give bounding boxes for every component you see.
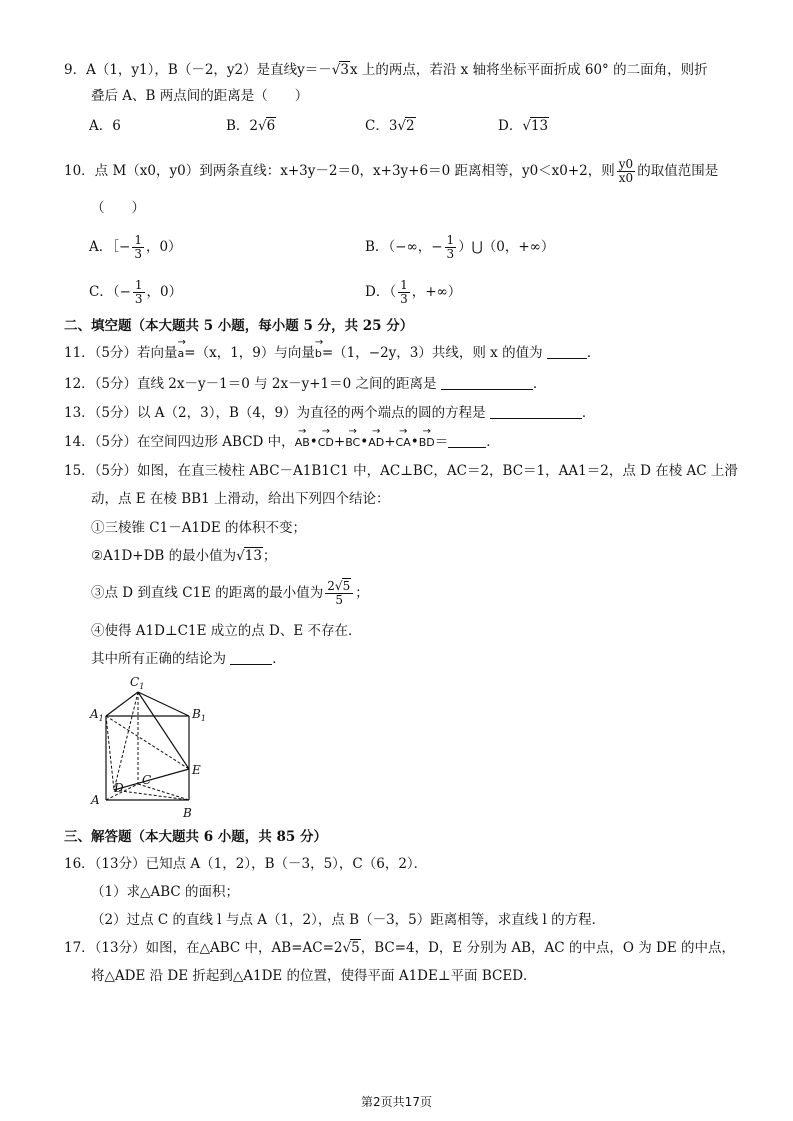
label-b: B: [183, 806, 192, 820]
vector-a: → a: [178, 344, 185, 364]
label-b1: $B_1$: [192, 707, 206, 723]
vector-b: → b: [315, 344, 322, 364]
q9-eq: y＝－: [297, 62, 332, 78]
q10-text: 10．点 M（x0，y0）到两条直线：x+3y－2＝0，x+3y+6＝0 距离相等，y0＜x0+2，则: [64, 163, 615, 179]
q16-part1: （1）求△ABC 的面积；: [91, 884, 240, 900]
q15-conclusion-4: ④使得 A1D⊥C1E 成立的点 D、E 不存在．: [91, 623, 362, 639]
q9-option-b: B．2√6: [226, 118, 276, 134]
q9-line1: [64, 60, 708, 80]
q9-text-end: x 上的两点，若沿 x 轴将坐标平面折成 60° 的二面角，则折: [349, 62, 708, 78]
q10-text-end: 的取值范围是: [637, 163, 719, 179]
label-d: D: [114, 781, 124, 795]
section-3-heading: 三、解答题（本大题共 6 小题，共 85 分）: [64, 829, 327, 845]
q13: 13．（5分）以 A（2，3），B（4，9）为直径的两个端点的圆的方程是 ．: [64, 405, 596, 421]
label-a: A: [91, 793, 100, 807]
prism-figure: [86, 672, 216, 820]
q11-blank[interactable]: [547, 344, 587, 359]
q9-option-a: A．6: [89, 118, 121, 134]
label-c1: $C_1$: [130, 675, 145, 691]
q9-option-c: C．3√2: [365, 118, 415, 134]
section-2-heading: 二、填空题（本大题共 5 小题，每小题 5 分，共 25 分）: [64, 318, 414, 334]
page-footer: 第2页共17页: [361, 1095, 432, 1109]
q9-option-d: D．√13: [498, 118, 549, 134]
q9-line2: 叠后 A、B 两点间的距离是（ ）: [91, 88, 309, 104]
q15-ask: 其中所有正确的结论为 ．: [91, 651, 286, 667]
q14: 14．（5分）在空间四边形 ABCD 中，→ AB•→ CD+→ BC•→ AD+→ CA•→ BD＝ ．: [64, 432, 500, 453]
q10-line1: [64, 158, 718, 185]
q13-blank[interactable]: [490, 404, 582, 419]
q17-line1: 17．（13分）如图，在△ABC 中，AB=AC=2√5，BC=4，D，E 分别为 AB，AC 的中点，O 为 DE 的中点，: [64, 940, 736, 956]
q12-blank[interactable]: [441, 375, 533, 390]
q15-conclusion-2: ②A1D+DB 的最小值为√13；: [91, 548, 277, 564]
q10-paren: （ ）: [91, 200, 145, 216]
q15-conclusion-3: ③点 D 到直线 C1E 的距离的最小值为 $\frac{2√5}{5}$ ；: [91, 579, 369, 607]
q14-blank[interactable]: [448, 433, 486, 448]
label-c: C: [142, 773, 152, 787]
q9-sqrt: √3: [331, 62, 349, 78]
q12: 12．（5分）直线 2x－y－1＝0 与 2x－y+1＝0 之间的距离是 ．: [64, 376, 547, 392]
label-e: E: [192, 763, 201, 777]
q10-option-a: A．［− $\frac{1}{3}$ ，0）: [89, 233, 182, 261]
q17-line2: 将△ADE 沿 DE 折起到△A1DE 的位置，使得平面 A1DE⊥平面 BCED．: [91, 968, 537, 984]
q15-line2: 动，点 E 在棱 BB1 上滑动，给出下列四个结论：: [91, 491, 390, 507]
q9-number: 9．: [64, 62, 87, 78]
q9-text: A（1，y1），B（－2，y2）是直线: [86, 62, 298, 78]
q10-option-b: B．（−∞，− $\frac{1}{3}$ ）⋃（0，+∞）: [365, 233, 555, 261]
q16-line1: 16．（13分）已知点 A（1，2），B（－3，5），C（6，2）．: [64, 856, 428, 872]
q16-part2: （2）过点 C 的直线 l 与点 A（1，2），点 B（－3，5）距离相等，求直线 l 的方程．: [91, 912, 606, 928]
label-a1: $A_1$: [90, 707, 104, 723]
q10-option-d: D．（ $\frac{1}{3}$ ，+∞）: [365, 278, 462, 306]
q11: 11．（5分）若向量→ a=（x，1，9）与向量→ b=（1，−2y，3）共线，则 x 的值为 ．: [64, 343, 600, 364]
q15-line1: 15．（5分）如图，在直三棱柱 ABC－A1B1C1 中，AC⊥BC，AC＝2，BC＝1，AA1＝2，点 D 在棱 AC 上滑: [64, 463, 738, 479]
q15-blank[interactable]: [230, 650, 272, 665]
q10-option-c: C．（− $\frac{1}{3}$ ，0）: [89, 278, 183, 306]
q15-conclusion-1: ①三棱锥 C1－A1DE 的体积不变；: [91, 520, 307, 536]
q10-fraction: $\frac{y0}{x0}$: [618, 157, 634, 185]
